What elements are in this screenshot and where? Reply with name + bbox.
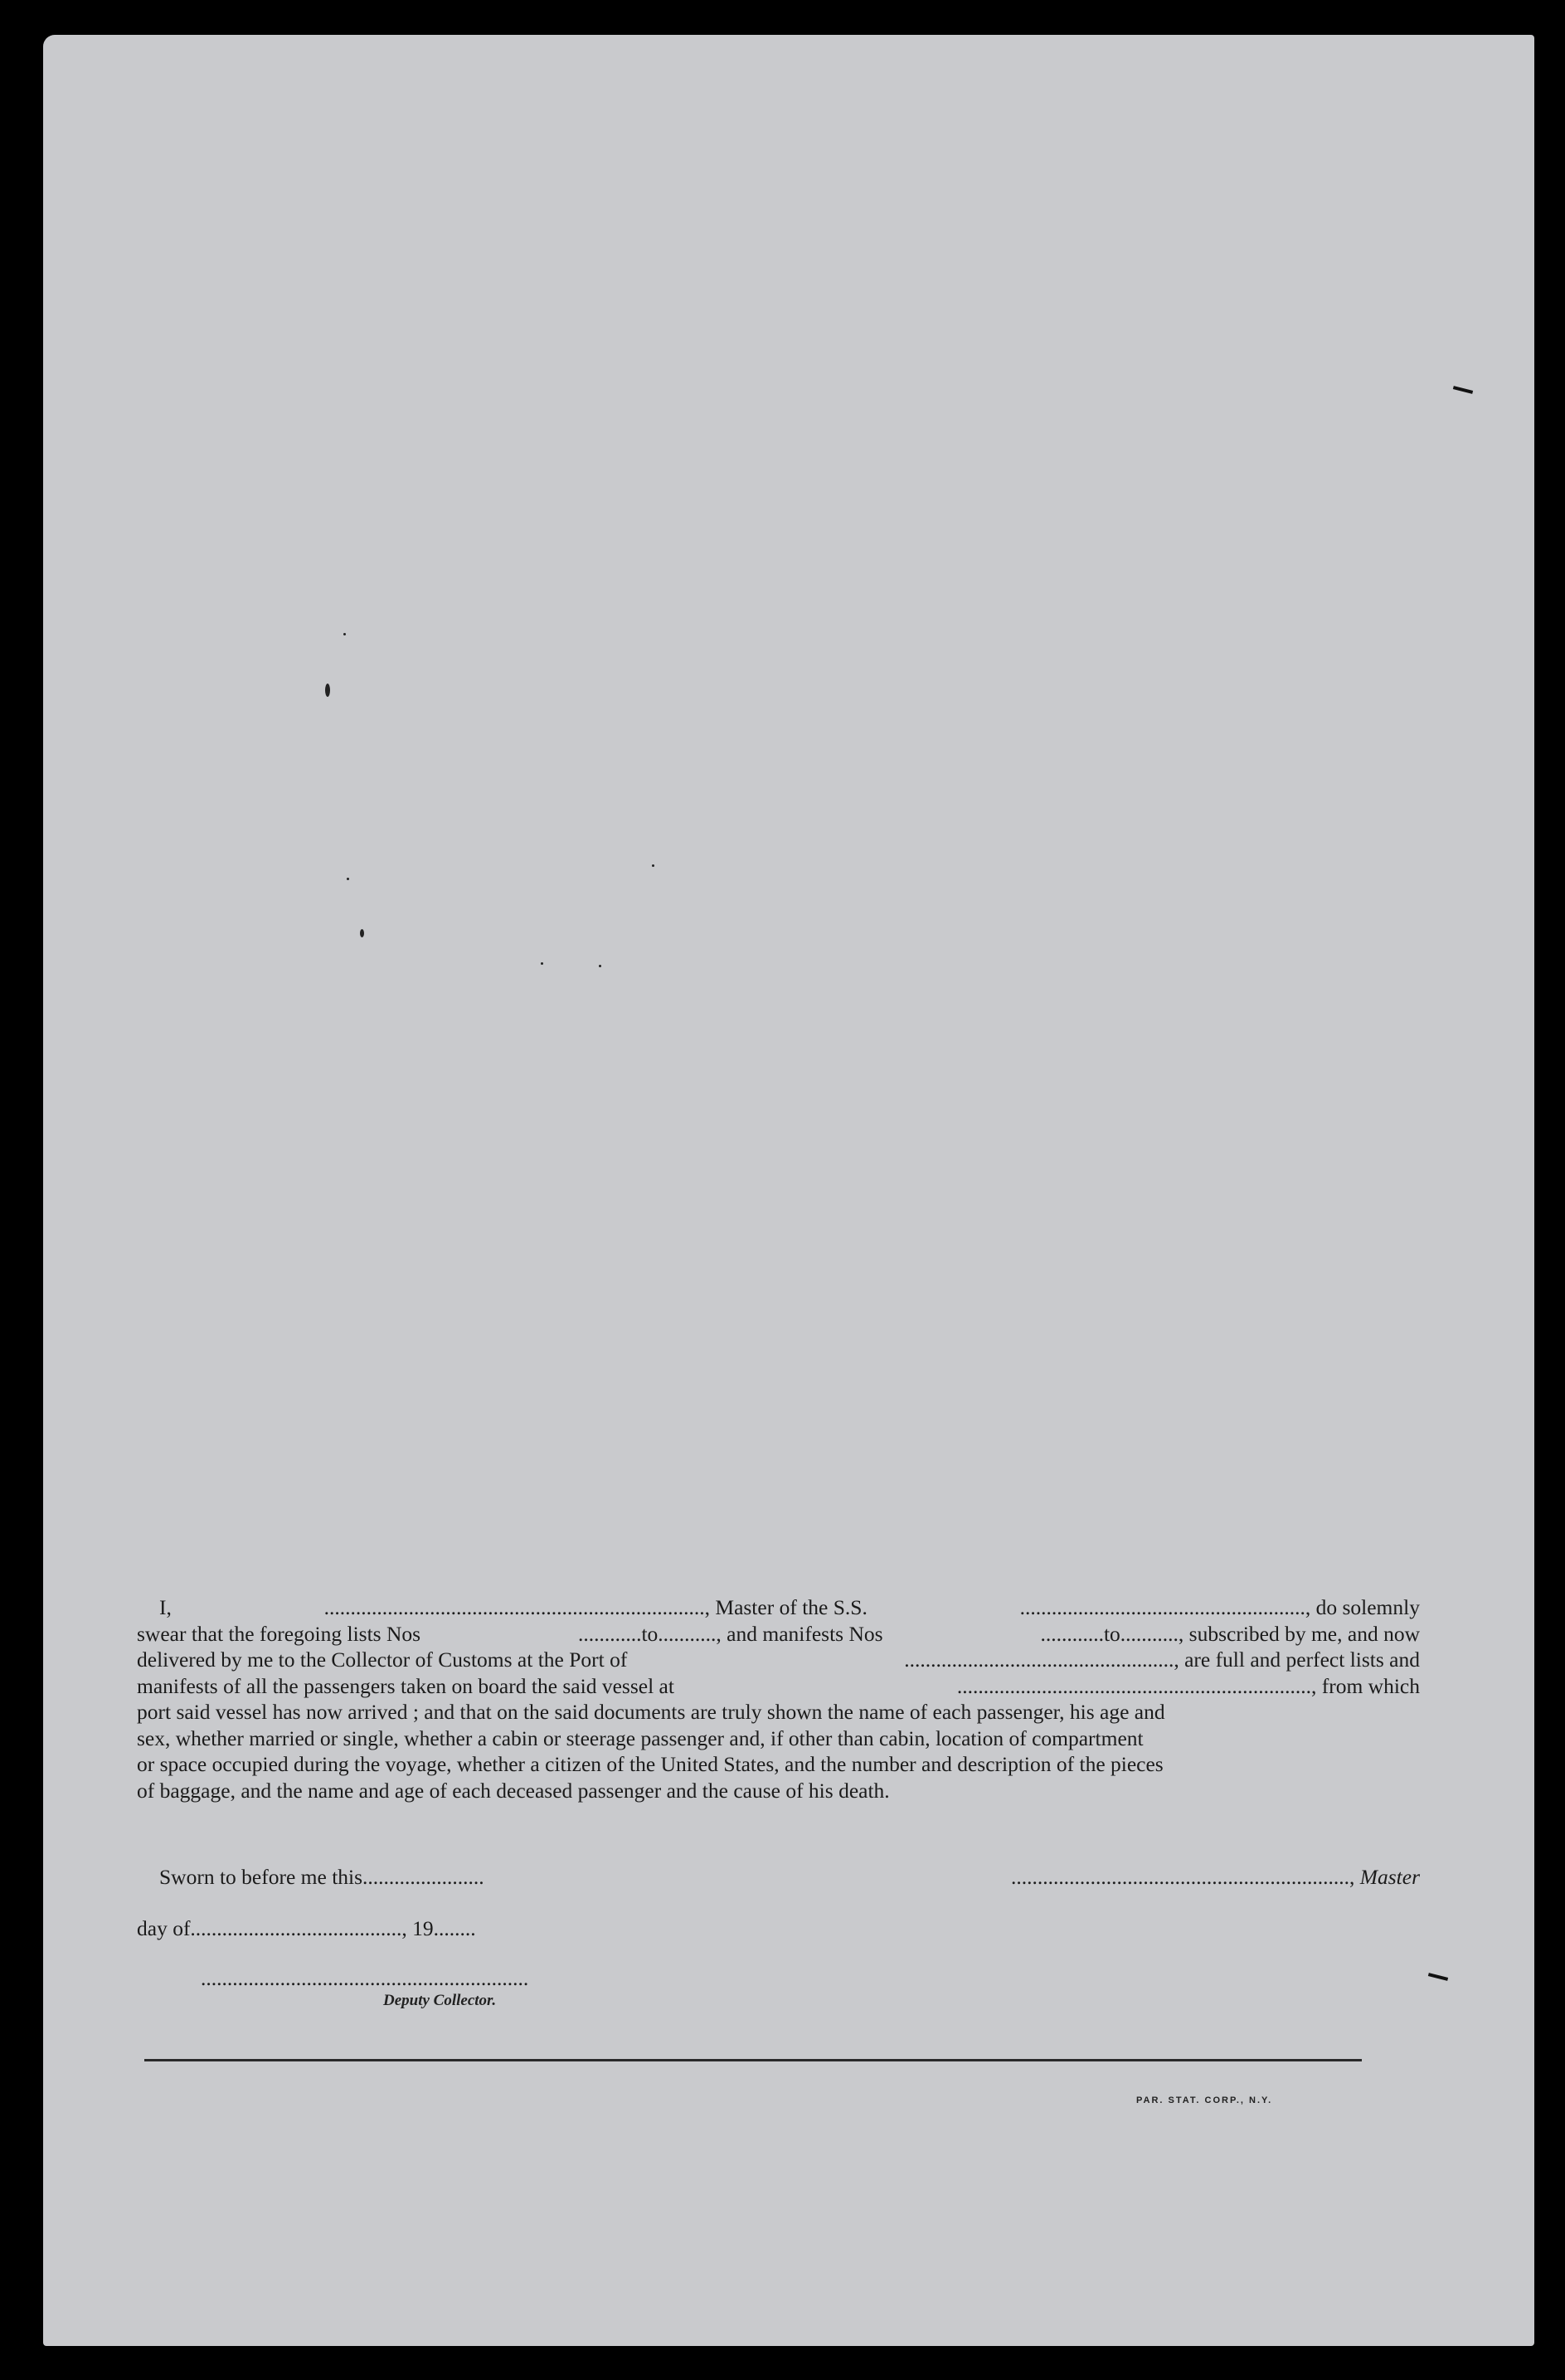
oath-line-6 xyxy=(137,1725,1420,1752)
master-name-blank: ........................................................................, Master of the S.S. xyxy=(323,1595,868,1619)
scan-speck xyxy=(343,633,346,635)
oath-line-4 xyxy=(137,1673,1420,1700)
oath-text: of baggage, and the name and age of each deceased passenger and the cause of his death. xyxy=(137,1778,890,1803)
deputy-collector-label: Deputy Collector. xyxy=(383,1992,497,2009)
oath-paragraph xyxy=(137,1594,1420,1803)
ship-name-blank: ......................................................, do solemnly xyxy=(1019,1595,1420,1619)
oath-text: manifests of all the passengers taken on board the said vessel at xyxy=(137,1673,674,1698)
master-signature-blank: ................................................................, xyxy=(1011,1865,1355,1889)
scan-speck xyxy=(541,962,543,965)
oath-line-1 xyxy=(137,1594,1420,1621)
lists-nos-blank: ............to..........., and manifests Nos xyxy=(577,1621,883,1646)
oath-line-5 xyxy=(137,1699,1420,1725)
oath-line-8 xyxy=(137,1778,1420,1804)
manifests-nos-blank: ............to..........., subscribed by me, and now xyxy=(1040,1621,1420,1646)
oath-text: or space occupied during the voyage, whether a citizen of the United States, and the number and description of the pieces xyxy=(137,1752,1164,1776)
edge-mark xyxy=(1428,1973,1448,1981)
scan-speck xyxy=(325,684,330,697)
oath-text: sex, whether married or single, whether a cabin or steerage passenger and, if other than cabin, location of compartment xyxy=(137,1725,1144,1750)
scan-speck xyxy=(360,929,364,937)
bottom-rule xyxy=(144,2059,1362,2061)
embark-port-blank: ..................................................................., from which xyxy=(956,1673,1420,1698)
sworn-date-blank: Sworn to before me this....................... xyxy=(159,1865,484,1889)
oath-text: swear that the foregoing lists Nos xyxy=(137,1621,421,1646)
oath-line-2 xyxy=(137,1621,1420,1648)
scan-speck xyxy=(652,864,654,867)
port-blank: ..................................................., are full and perfect lists and xyxy=(904,1648,1420,1672)
deputy-signature-blank: .............................................................. xyxy=(201,1966,529,1990)
form-page xyxy=(43,35,1534,2346)
master-label: Master xyxy=(1359,1865,1420,1889)
oath-line-3 xyxy=(137,1647,1420,1673)
printer-imprint: PAR. STAT. CORP., N.Y. xyxy=(1136,2095,1273,2105)
master-signature xyxy=(1011,1865,1420,1890)
scan-speck xyxy=(599,965,601,967)
oath-text: I, xyxy=(159,1595,172,1619)
scan-speck xyxy=(347,878,349,880)
day-row: day of........................................, 19........ xyxy=(137,1916,476,1940)
oath-text: port said vessel has now arrived ; and that on the said documents are truly shown the name of each passenger, his age and xyxy=(137,1700,1165,1724)
oath-line-7 xyxy=(137,1751,1420,1778)
oath-text: delivered by me to the Collector of Customs at the Port of xyxy=(137,1648,628,1672)
edge-mark xyxy=(1453,386,1473,394)
